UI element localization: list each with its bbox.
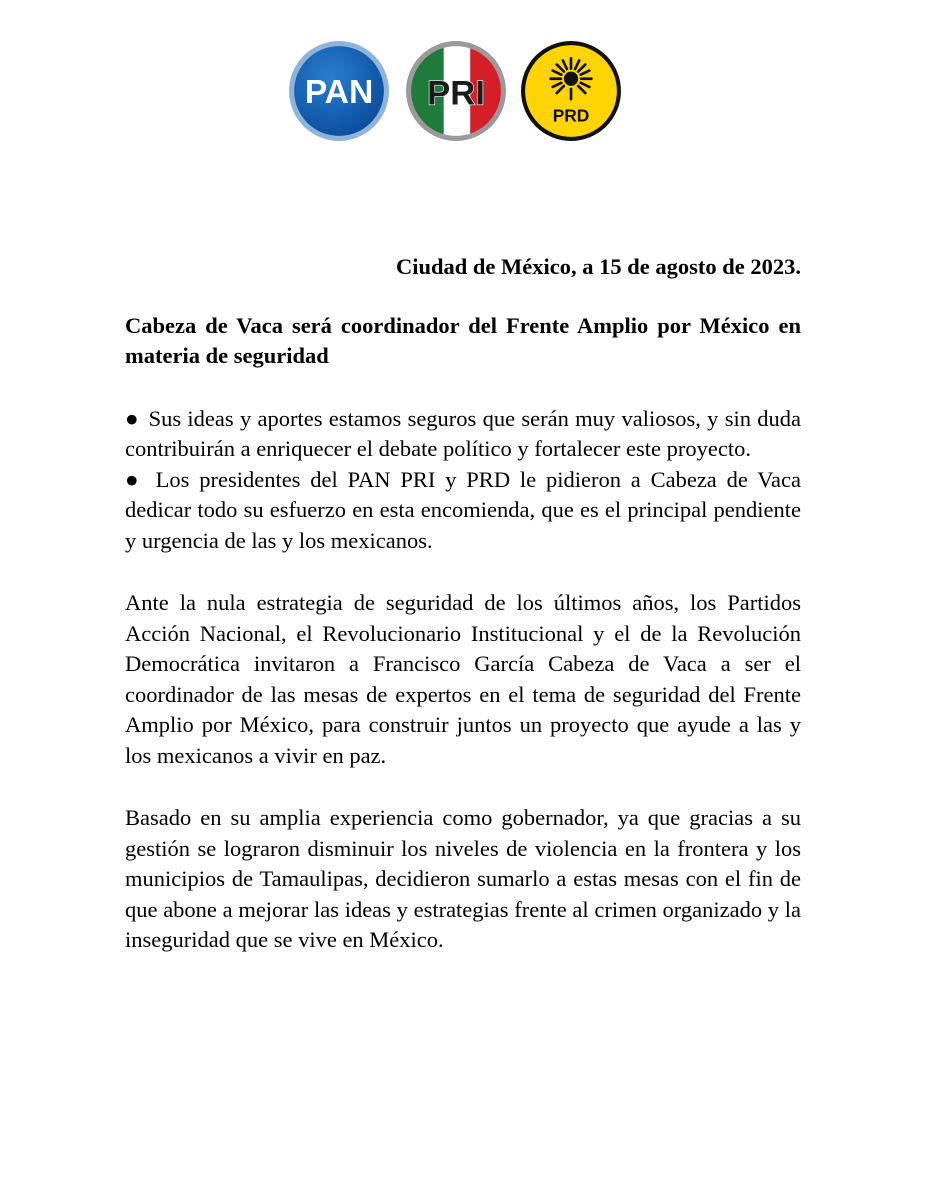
body-paragraph: Ante la nula estrategia de seguridad de los últimos años, los Partidos Acción Nacional, el Revolucionario Institucional y el de la Revolución Democrática invitaron a Francisco García Cabeza de Vaca a ser el coordinador de las mesas de expertos en el tema de seguridad del Frente Amplio por México, para construir juntos un proyecto que ayude a las y los mexicanos a vivir en paz. bbox=[125, 590, 801, 768]
bullet-icon: ● bbox=[125, 405, 140, 431]
pri-logo bbox=[405, 40, 507, 142]
body-paragraph: Basado en su amplia experiencia como gobernador, ya que gracias a su gestión se lograron disminuir los niveles de violencia en la frontera y los municipios de Tamaulipas, decidieron sumarlo a estas mesas con el fin de que abone a mejorar las ideas y estrategias frente al crimen organizado y la inseguridad que se vive en México. bbox=[125, 805, 801, 952]
bullet-text: Sus ideas y aportes estamos seguros que serán muy valiosos, y sin duda contribuirán a enriquecer el debate político y fortalecer este proyecto. bbox=[125, 405, 802, 461]
highlights-list bbox=[125, 404, 801, 557]
prd-logo-icon bbox=[520, 40, 622, 142]
list-item bbox=[125, 404, 801, 465]
list-item bbox=[125, 465, 801, 557]
bullet-icon: ● bbox=[125, 466, 143, 492]
press-release bbox=[125, 252, 801, 988]
headline: Cabeza de Vaca será coordinador del Frente Amplio por México en materia de seguridad bbox=[125, 312, 801, 368]
pri-logo-text: PRI bbox=[427, 74, 485, 113]
pri-logo-icon bbox=[405, 40, 507, 142]
sun-icon bbox=[551, 58, 592, 99]
prd-logo-text: PRD bbox=[552, 105, 590, 126]
bullet-text: Los presidentes del PAN PRI y PRD le pidieron a Cabeza de Vaca dedicar todo su esfuerzo en esta encomienda, que es el principal pendiente y urgencia de las y los mexicanos. bbox=[125, 466, 802, 553]
pan-logo bbox=[288, 40, 390, 142]
party-logos bbox=[0, 40, 925, 144]
pan-logo-icon bbox=[288, 40, 390, 142]
prd-logo bbox=[520, 40, 622, 142]
dateline: Ciudad de México, a 15 de agosto de 2023. bbox=[396, 254, 801, 279]
pan-logo-text: PAN bbox=[304, 74, 374, 112]
